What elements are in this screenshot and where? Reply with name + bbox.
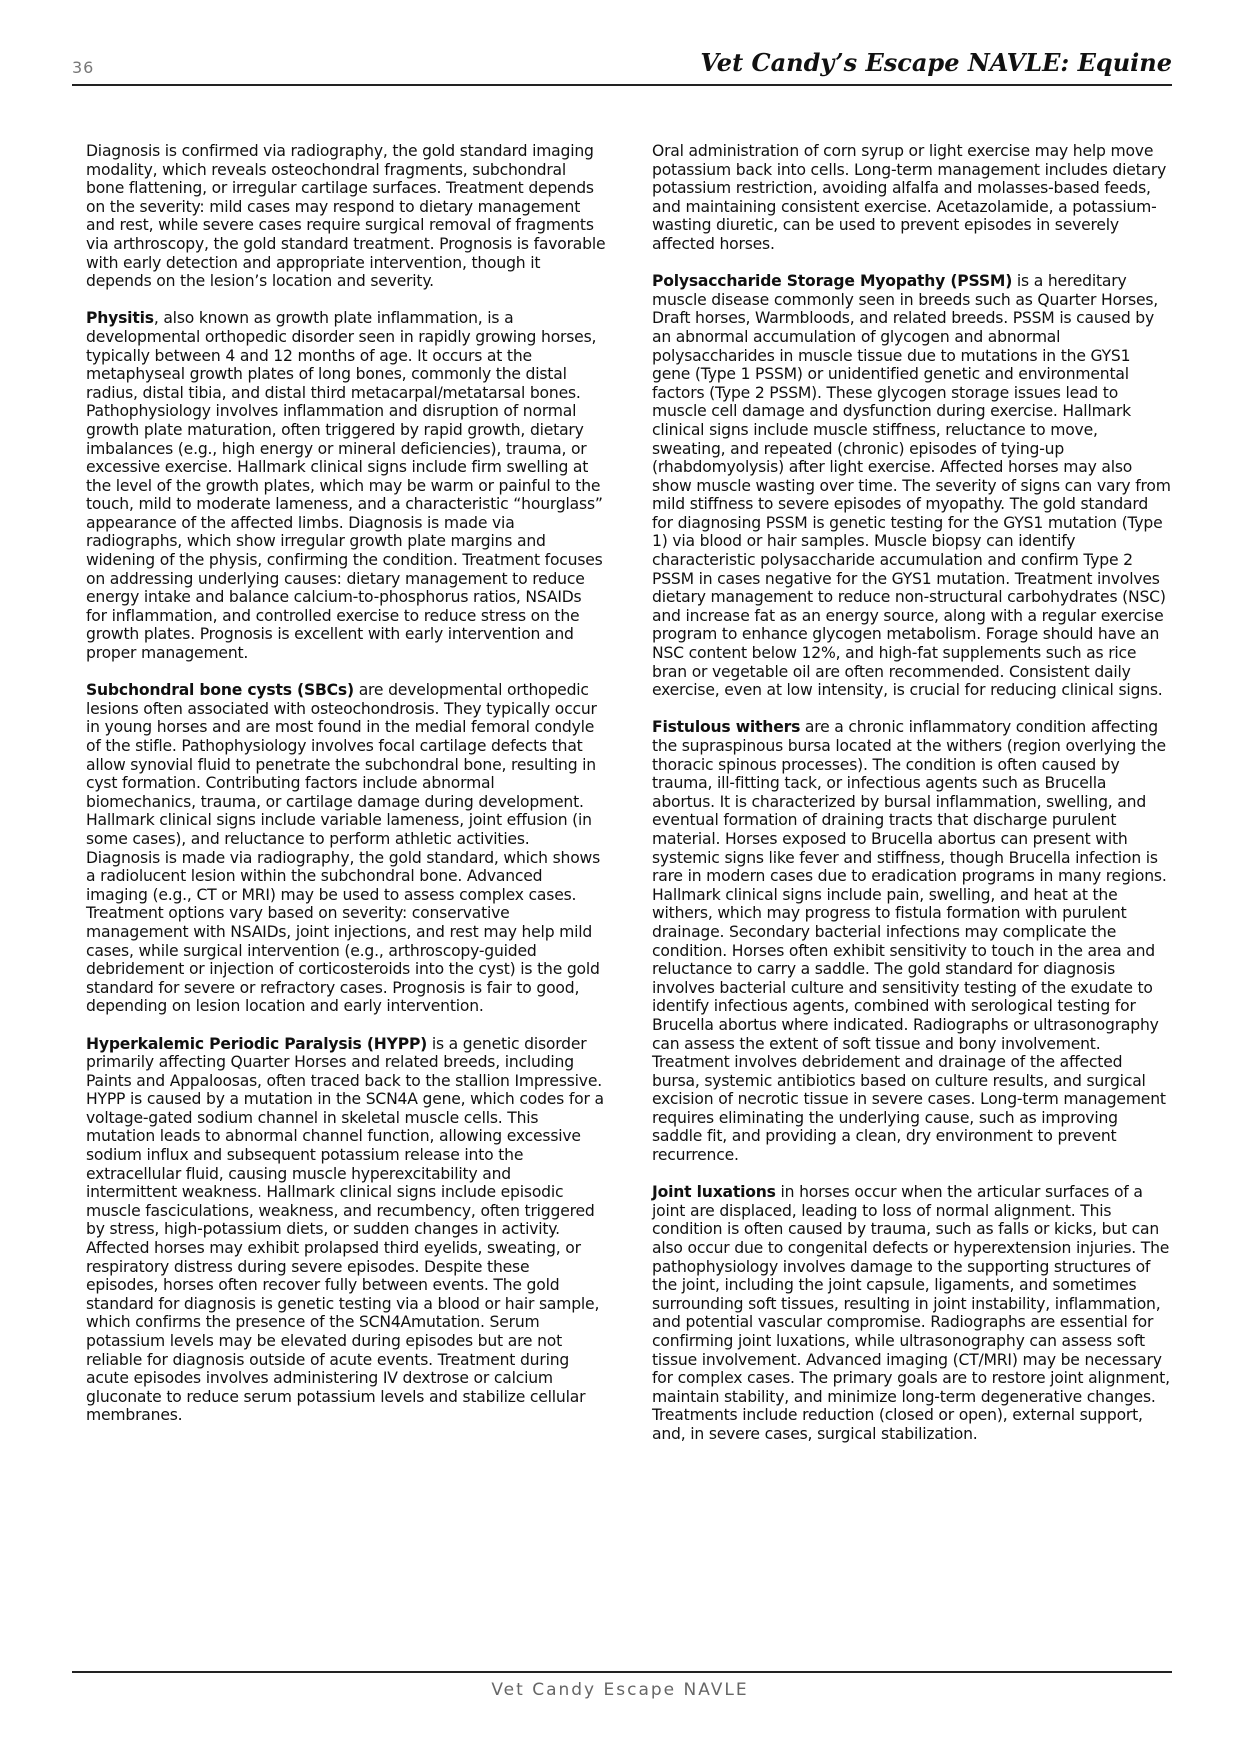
paragraph-text: is a hereditary muscle disease commonly seen in breeds such as Quarter Horses, Draft horses, Warmbloods, and related breeds. PSSM is caused by an abnormal accumulation of glycogen and abnormal polysaccharides in muscle tissue due to mutations in the GYS1 gene (Type 1 PSSM) or unidentified genetic and environmental factors (Type 2 PSSM). These glycogen storage issues lead to muscle cell damage and dysfunction during exercise. Hallmark clinical signs include muscle stiffness, reluctance to move, sweating, and repeated (chronic) episodes of tying-up (rhabdomyolysis) after light exercise. Affected horses may also show muscle wasting over time. The severity of signs can vary from mild stiffness to severe episodes of myopathy. The gold standard for diagnosing PSSM is genetic testing for the GYS1 mutation (Type 1) via blood or hair samples. Muscle biopsy can identify characteristic polysaccharide accumulation and confirm Type 2 PSSM in cases negative for the GYS1 mutation. Treatment involves dietary management to reduce non-structural carbohydrates (NSC) and increase fat as an energy source, along with a regular exercise program to enhance glycogen metabolism. Forage should have an NSC content below 12%, and high-fat supplements such as rice bran or vegetable oil are often recommended. Consistent daily exercise, even at low intensity, is crucial for reducing clinical signs. xyxy=(652,272,1171,700)
joint-luxations-term: Joint luxations xyxy=(652,1183,776,1202)
hypp-management-paragraph xyxy=(652,142,1172,254)
paragraph-text: in horses occur when the articular surfaces of a joint are displaced, leading to loss of normal alignment. This condition is often caused by trauma, such as falls or kicks, but can also occur due to congenital defects or hyperextension injuries. The pathophysiology involves damage to the supporting structures of the joint, including the joint capsule, ligaments, and sometimes surrounding soft tissues, resulting in joint instability, inflammation, and potential vascular compromise. Radiographs are essential for confirming joint luxations, while ultrasonography can assess soft tissue involvement. Advanced imaging (CT/MRI) may be necessary for complex cases. The primary goals are to restore joint alignment, maintain stability, and minimize long-term degenerative changes. Treatments include reduction (closed or open), external support, and, in severe cases, surgical stabilization. xyxy=(652,1183,1170,1443)
book-title: Vet Candy’s Escape NAVLE: Equine xyxy=(700,48,1172,77)
paragraph-text: are developmental orthopedic lesions often associated with osteochondrosis. They typically occur in young horses and are most found in the medial femoral condyle of the stifle. Pathophysiology involves focal cartilage defects that allow synovial fluid to penetrate the subchondral bone, resulting in cyst formation. Contributing factors include abnormal biomechanics, trauma, or cartilage damage during development. Hallmark clinical signs include variable lameness, joint effusion (in some cases), and reluctance to perform athletic activities. Diagnosis is made via radiography, the gold standard, which shows a radiolucent lesion within the subchondral bone. Advanced imaging (e.g., CT or MRI) may be used to assess complex cases. Treatment options vary based on severity: conservative management with NSAIDs, joint injections, and rest may help mild cases, while surgical intervention (e.g., arthroscopy-guided debridement or injection of corticosteroids into the cyst) is the gold standard for severe or refractory cases. Prognosis is fair to good, depending on lesion location and early intervention. xyxy=(86,681,601,1016)
left-column xyxy=(86,142,606,1444)
sbc-term: Subchondral bone cysts (SBCs) xyxy=(86,681,354,700)
pssm-paragraph xyxy=(652,272,1172,700)
physitis-term: Physitis xyxy=(86,309,154,328)
footer-rule xyxy=(72,1671,1172,1673)
paragraph-text: are a chronic inflammatory condition affecting the supraspinous bursa located at the withers (region overlying the thoracic spinous processes). The condition is often caused by trauma, ill-fitting tack, or infectious agents such as Brucella abortus. It is characterized by bursal inflammation, swelling, and eventual formation of draining tracts that discharge purulent material. Horses exposed to Brucella abortus can present with systemic signs like fever and stiffness, though Brucella infection is rare in modern cases due to eradication programs in many regions. Hallmark clinical signs include pain, swelling, and heat at the withers, which may progress to fistula formation with purulent drainage. Secondary bacterial infections may complicate the condition. Horses often exhibit sensitivity to touch in the area and reluctance to carry a saddle. The gold standard for diagnosis involves bacterial culture and sensitivity testing of the exudate to identify infectious agents, combined with serological testing for Brucella abortus where indicated. Radiographs or ultrasonography can assess the extent of soft tissue and bony involvement. Treatment involves debridement and drainage of the affected bursa, systemic antibiotics based on culture results, and surgical excision of necrotic tissue in severe cases. Long-term management requires eliminating the underlying cause, such as improving saddle fit, and providing a clean, dry environment to prevent recurrence. xyxy=(652,718,1167,1165)
fistulous-withers-paragraph xyxy=(652,718,1172,1164)
subchondral-bone-cysts-paragraph xyxy=(86,681,606,1016)
physitis-paragraph xyxy=(86,309,606,662)
right-column xyxy=(652,142,1172,1462)
paragraph-text: Oral administration of corn syrup or light exercise may help move potassium back into cells. Long-term management includes dietary potassium restriction, avoiding alfalfa and molasses-based feeds, and maintaining consistent exercise. Acetazolamide, a potassium-wasting diuretic, can be used to prevent episodes in severely affected horses. xyxy=(652,142,1167,253)
paragraph-text: is a genetic disorder primarily affecting Quarter Horses and related breeds, including Paints and Appaloosas, often traced back to the stallion Impressive. HYPP is caused by a mutation in the SCN4A gene, which codes for a voltage-gated sodium channel in skeletal muscle cells. This mutation leads to abnormal channel function, allowing excessive sodium influx and subsequent potassium release into the extracellular fluid, causing muscle hyperexcitability and intermittent weakness. Hallmark clinical signs include episodic muscle fasciculations, weakness, and recumbency, often triggered by stress, high-potassium diets, or sudden changes in activity. Affected horses may exhibit prolapsed third eyelids, sweating, or respiratory distress during severe episodes. Despite these episodes, horses often recover fully between events. The gold standard for diagnosis is genetic testing via a blood or hair sample, which confirms the presence of the SCN4Amutation. Serum potassium levels may be elevated during episodes but are not reliable for diagnosis outside of acute events. Treatment during acute episodes involves administering IV dextrose or calcium gluconate to reduce serum potassium levels and stabilize cellular membranes. xyxy=(86,1034,604,1425)
header-rule xyxy=(72,84,1172,86)
joint-luxations-paragraph xyxy=(652,1183,1172,1443)
pssm-term: Polysaccharide Storage Myopathy (PSSM) xyxy=(652,272,1013,291)
hypp-paragraph xyxy=(86,1035,606,1425)
osteochondrosis-diagnosis-paragraph xyxy=(86,142,606,291)
footer-text: Vet Candy Escape NAVLE xyxy=(491,1680,749,1700)
paragraph-text: , also known as growth plate inflammation, is a developmental orthopedic disorder seen in rapidly growing horses, typically between 4 and 12 months of age. It occurs at the metaphyseal growth plates of long bones, commonly the distal radius, distal tibia, and distal third metacarpal/metatarsal bones. Pathophysiology involves inflammation and disruption of normal growth plate maturation, often triggered by rapid growth, dietary imbalances (e.g., high energy or mineral deficiencies), trauma, or excessive exercise. Hallmark clinical signs include firm swelling at the level of the growth plates, which may be warm or painful to the touch, mild to moderate lameness, and a characteristic “hourglass” appearance of the affected limbs. Diagnosis is made via radiographs, which show irregular growth plate margins and widening of the physis, confirming the condition. Treatment focuses on addressing underlying causes: dietary management to reduce energy intake and balance calcium-to-phosphorus ratios, NSAIDs for inflammation, and controlled exercise to reduce stress on the growth plates. Prognosis is excellent with early intervention and proper management. xyxy=(86,309,603,663)
paragraph-text: Diagnosis is confirmed via radiography, the gold standard imaging modality, which reveals osteochondral fragments, subchondral bone flattening, or irregular cartilage surfaces. Treatment depends on the severity: mild cases may respond to dietary management and rest, while severe cases require surgical removal of fragments via arthroscopy, the gold standard treatment. Prognosis is favorable with early detection and appropriate intervention, though it depends on the lesion’s location and severity. xyxy=(86,142,606,291)
fistulous-withers-term: Fistulous withers xyxy=(652,718,801,737)
hypp-term: Hyperkalemic Periodic Paralysis (HYPP) xyxy=(86,1034,428,1053)
page-number: 36 xyxy=(72,58,95,77)
